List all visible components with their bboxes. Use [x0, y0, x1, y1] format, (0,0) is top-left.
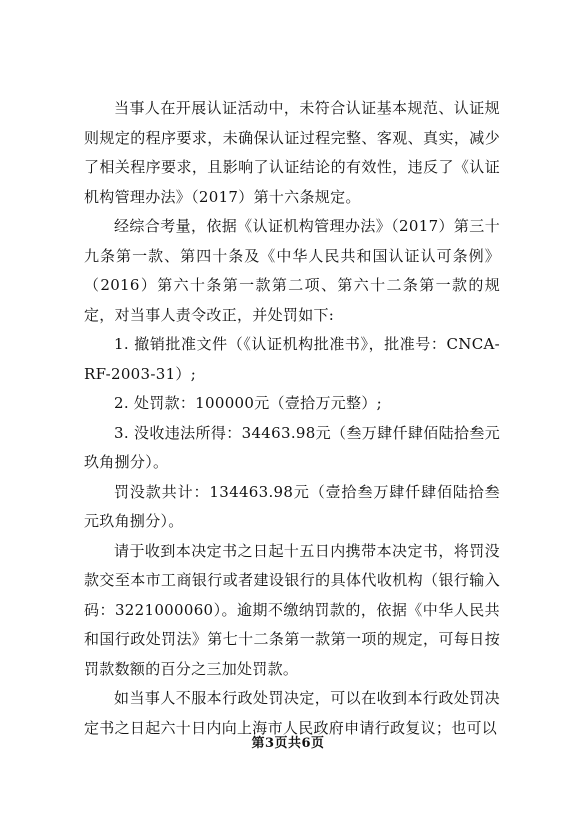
paragraph-appeal-rights: 如当事人不服本行政处罚决定，可以在收到本行政处罚决定书之日起六十日内向上海市人民政府申请行政复议；也可以	[84, 689, 500, 737]
paragraph-total-penalty: 罚没款共计：134463.98元（壹拾叁万肆仟肆佰陆拾叁元玖角捌分）。	[84, 482, 500, 530]
penalty-item-3: 3. 没收违法所得：34463.98元（叁万肆仟肆佰陆拾叁元玖角捌分）。	[84, 423, 500, 471]
penalty-item-1: 1. 撤销批准文件（《认证机构批准书》，批准号：CNCA-RF-2003-31）;	[84, 335, 500, 383]
paragraph-legal-basis: 经综合考量，依据《认证机构管理办法》（2017）第三十九条第一款、第四十条及《中华人民共和国认证认可条例》（2016）第六十条第一款第二项、第六十二条第一款的规定，对当事人责令改正，并处罚如下:	[84, 217, 500, 324]
paragraph-violation: 当事人在开展认证活动中，未符合认证基本规范、认证规则规定的程序要求，未确保认证过程完整、客观、真实，减少了相关程序要求，且影响了认证结论的有效性，违反了《认证机构管理办法》（2017）第十六条规定。	[84, 99, 500, 206]
penalty-item-2: 2. 处罚款：100000元（壹拾万元整）;	[114, 394, 382, 412]
document-body	[84, 94, 500, 743]
page-number-footer: 第3页共6页	[251, 736, 325, 751]
paragraph-payment-instructions: 请于收到本决定书之日起十五日内携带本决定书，将罚没款交至本市工商银行或者建设银行的具体代收机构（银行输入码：3221000060）。逾期不缴纳罚款的，依据《中华人民共和国行政处罚法》第七十二条第一款第一项的规定，可每日按罚款数额的百分之三加处罚款。	[84, 541, 500, 678]
